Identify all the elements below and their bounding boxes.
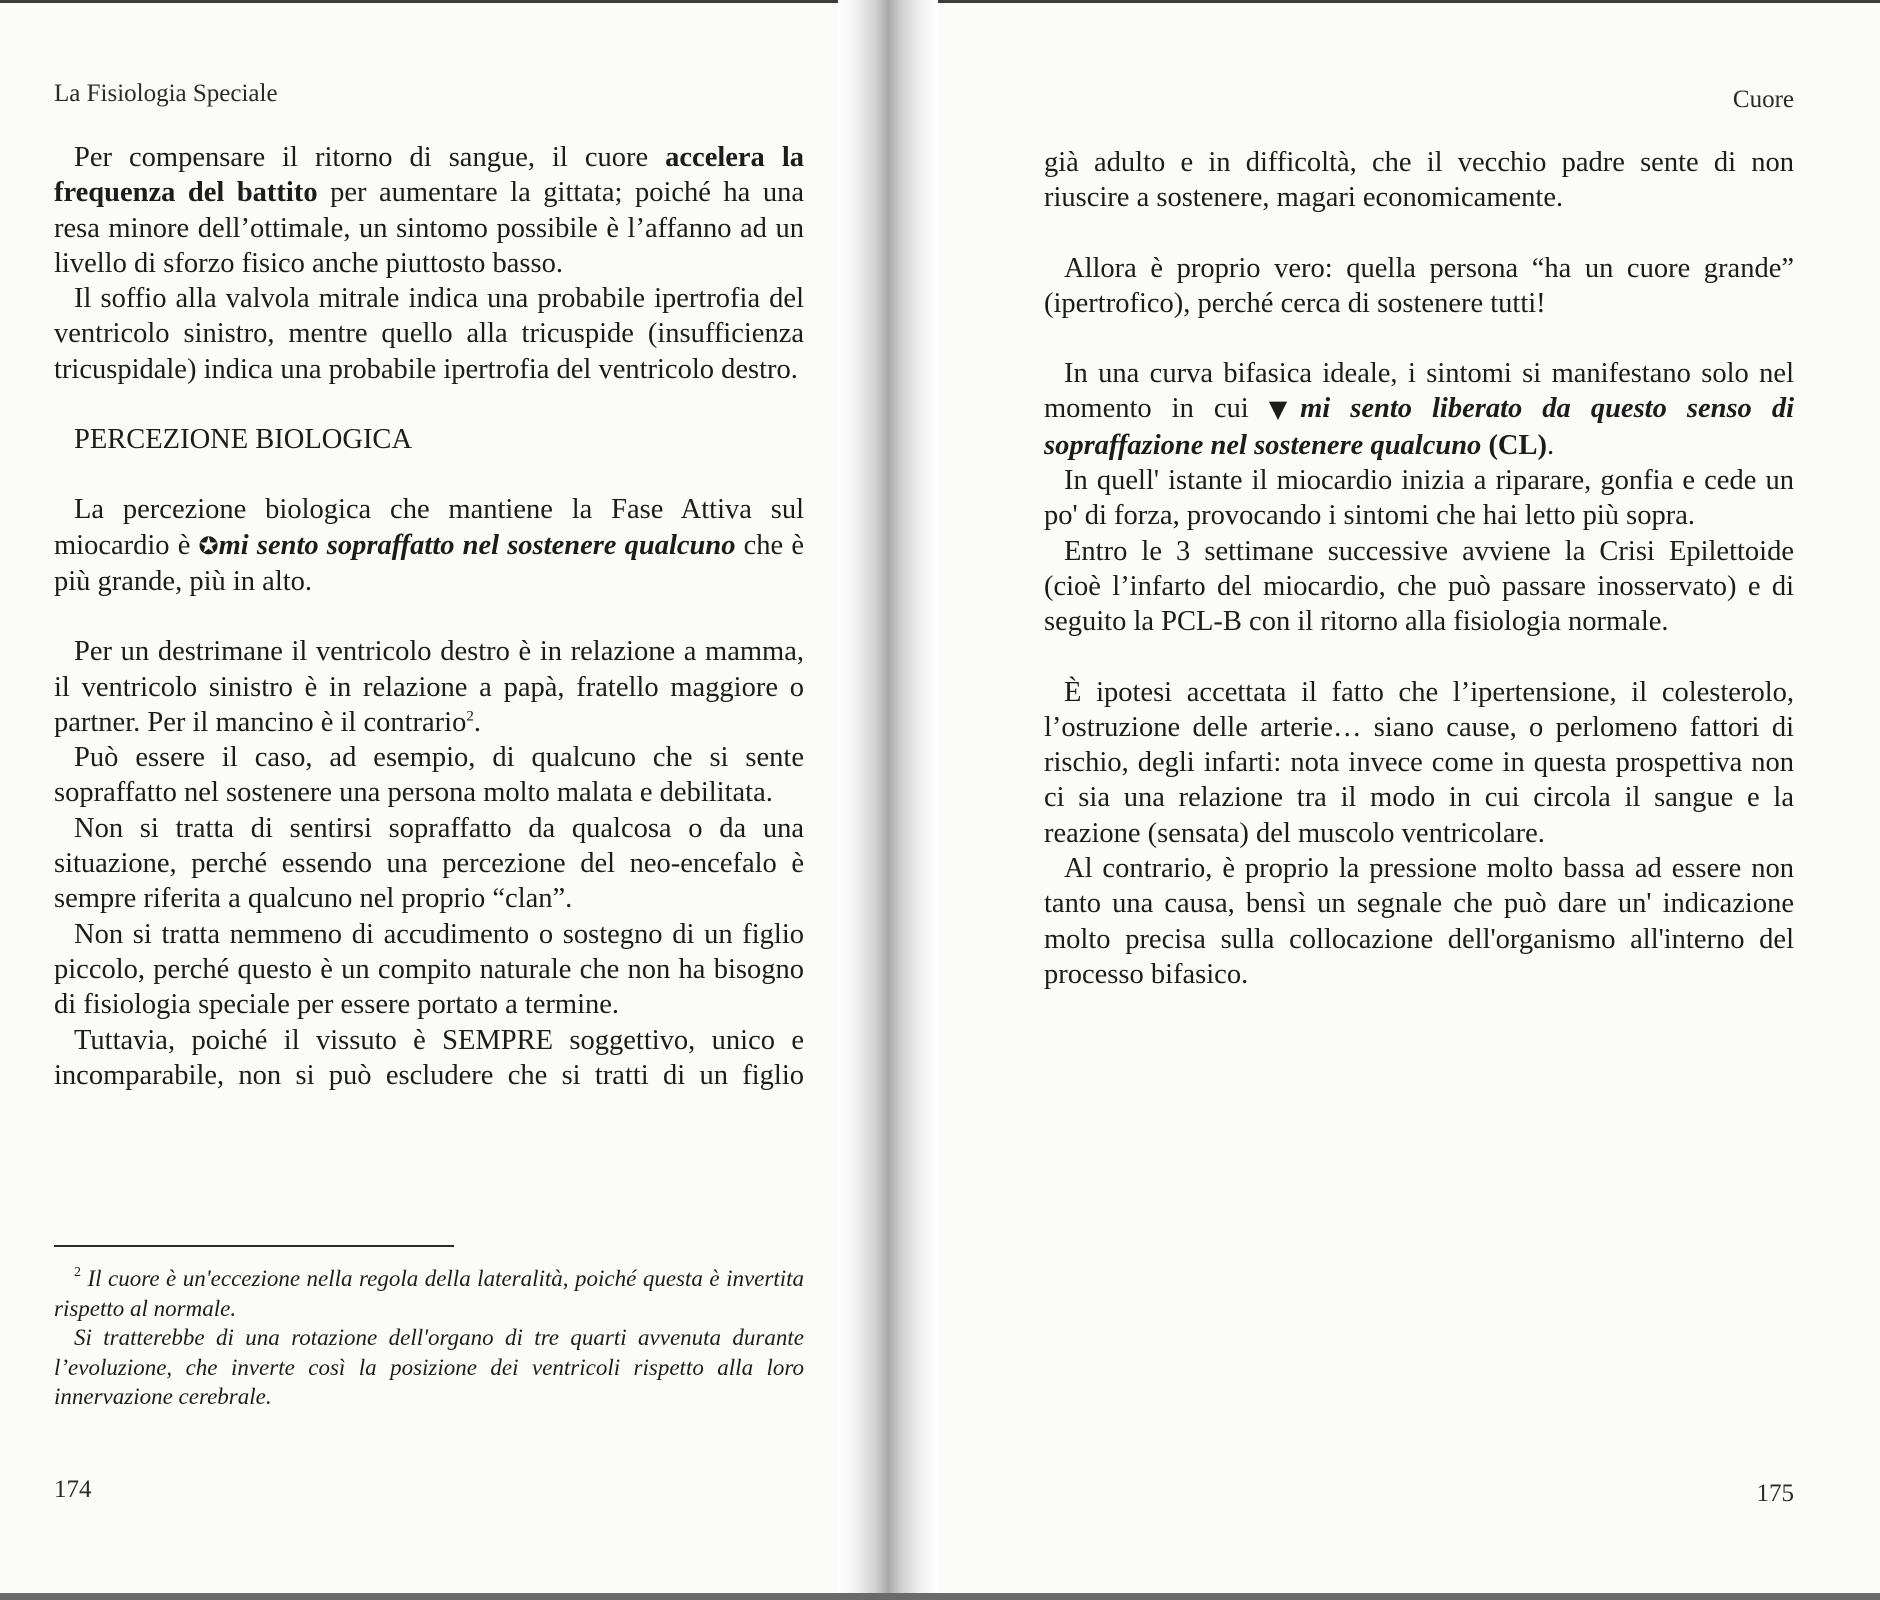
- body-text: [54, 140, 804, 1093]
- page-number: 175: [1756, 1480, 1794, 1507]
- paragraph: Per un destrimane il ventricolo destro è in relazione a mamma, il ventricolo sinistro è in relazione a papà, fratello maggiore o partner. Per il mancino è il contrario$^2$.: [54, 636, 804, 738]
- paragraph: Tuttavia, poiché il vissuto è SEMPRE soggettivo, unico e incomparabile, non si può escludere che si tratti di un figlio: [54, 1024, 804, 1091]
- paragraph: Allora è proprio vero: quella persona “ha un cuore grande” (ipertrofico), perché cerca di sostenere tutti!: [1044, 252, 1794, 319]
- paragraph: È ipotesi accettata il fatto che l’ipertensione, il colesterolo, l’ostruzione delle arterie… siano cause, o perlomeno fattori di rischio, degli infarti: nota invece come in questa prospettiva non ci sia una relazione tra il modo in cui circola il sangue e la reazione (sensata) del muscolo ventricolare.: [1044, 676, 1794, 849]
- body-text: [1044, 145, 1794, 992]
- footnote-separator: [54, 1245, 454, 1247]
- paragraph: Non si tratta di sentirsi sopraffatto da qualcosa o da una situazione, perché essendo una percezione del neo-encefalo è sempre riferita a qualcuno nel proprio “clan”.: [54, 812, 804, 915]
- active-phase-icon: ✪: [198, 531, 219, 560]
- footnote-number: 2: [74, 1265, 81, 1280]
- paragraph: Entro le 3 settimane successive avviene la Crisi Epilettoide (cioè l’infarto del miocardio, che può passare inosservato) e di seguito la PCL-B con il ritorno alla fisiologia normale.: [1044, 535, 1794, 638]
- right-page: [1044, 0, 1794, 1600]
- running-head: La Fisiologia Speciale: [54, 80, 278, 107]
- running-head: Cuore: [1732, 86, 1794, 113]
- paragraph: Non si tratta nemmeno di accudimento o sostegno di un figlio piccolo, perché questo è un compito naturale che non ha bisogno di fisiologia speciale per essere portato a termine.: [54, 918, 804, 1021]
- book-gutter: [838, 0, 938, 1600]
- left-page: [54, 0, 804, 1600]
- triangle-down-icon: ▼: [1268, 395, 1301, 424]
- perception-phrase: mi sento liberato da questo senso di sopraffazione nel sostenere qualcuno: [1044, 393, 1794, 461]
- paragraph: In quell' istante il miocardio inizia a riparare, gonfia e cede un po' di forza, provocando i sintomi che hai letto più sopra.: [1044, 465, 1794, 532]
- paragraph: In una curva bifasica ideale, i sintomi si manifestano solo nel momento in cui ▼mi sento liberato da questo senso di sopraffazione nel sostenere qualcuno (CL).: [1044, 358, 1794, 461]
- paragraph: Al contrario, è proprio la pressione molto bassa ad essere non tanto una causa, bensì un segnale che può dare un' indicazione molto precisa sulla collocazione dell'organismo all'interno del processo bifasico.: [1044, 853, 1794, 990]
- footnote: $^2$ Il cuore è un'eccezione nella regola della lateralità, poiché questa è invertita rispetto al normale. Si tratterebbe di una rotazione dell'organo di tre quarti avvenuta durante l’evoluzione, che inverte così la posizione dei ventricoli rispetto alla loro innervazione cerebrale.: [54, 1265, 805, 1409]
- perception-phrase: mi sento sopraffatto nel sostenere qualcuno: [218, 529, 736, 561]
- section-heading: PERCEZIONE BIOLOGICA: [74, 424, 413, 456]
- footnote-reference: 2: [466, 708, 474, 725]
- bold-phrase: accelera la frequenza del battito: [54, 142, 804, 209]
- page-number: 174: [54, 1476, 92, 1503]
- paragraph: Può essere il caso, ad esempio, di qualcuno che si sente sopraffatto nel sostenere una persona molto malata e debilitata.: [54, 742, 804, 809]
- paragraph: Per compensare il ritorno di sangue, il cuore accelera la frequenza del battito per aumentare la gittata; poiché ha una resa minore dell’ottimale, un sintomo possibile è l’affanno ad un livello di sforzo fisico anche piuttosto basso.: [54, 142, 804, 279]
- paragraph: già adulto e in difficoltà, che il vecchio padre sente di non riuscire a sostenere, magari economicamente.: [1044, 147, 1794, 214]
- bold-phrase: (CL): [1481, 429, 1548, 461]
- paragraph: Il soffio alla valvola mitrale indica una probabile ipertrofia del ventricolo sinistro, mentre quello alla tricuspide (insufficienza tricuspidale) indica una probabile ipertrofia del ventricolo destro.: [54, 283, 804, 385]
- paragraph: La percezione biologica che mantiene la Fase Attiva sul miocardio è ✪mi sento sopraffatto nel sostenere qualcuno che è più grande, più in alto.: [54, 494, 804, 597]
